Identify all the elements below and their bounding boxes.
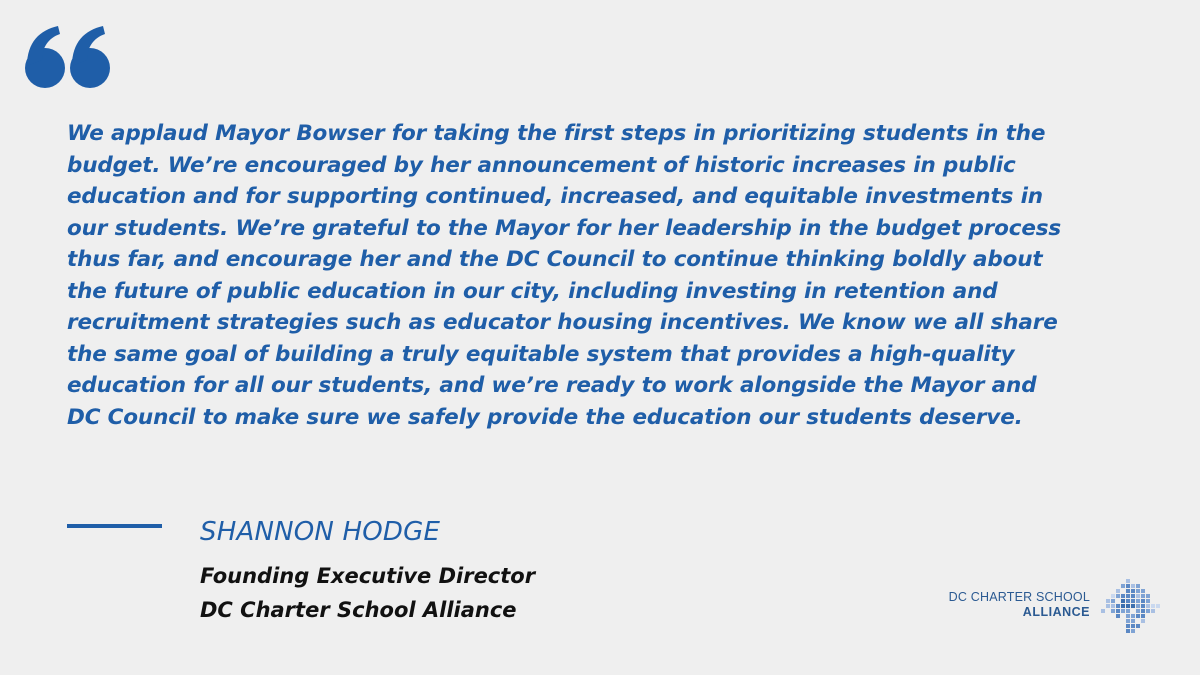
- logo-line-1: DC CHARTER SCHOOL: [948, 590, 1090, 604]
- quote-line: the same goal of building a truly equitable system that provides a high-quality: [67, 341, 1015, 367]
- quote-line: education and for supporting continued, increased, and equitable investments in: [67, 184, 1043, 209]
- dc-charter-school-alliance-logo: [948, 572, 1168, 644]
- quote-line: recruitment strategies such as educator housing incentives. We know we all share: [67, 310, 1058, 335]
- quote-line: the future of public education in our city, including investing in retention and: [67, 278, 998, 304]
- quote-text: [67, 118, 1167, 433]
- author-name: SHANNON HODGE: [200, 517, 441, 547]
- quote-line: thus far, and encourage her and the DC Council to continue thinking boldly about: [67, 247, 1043, 272]
- logo-line-2: ALLIANCE: [1022, 605, 1090, 619]
- author-title: Founding Executive Director: [200, 564, 536, 588]
- quote-line: budget. We’re encouraged by her announcement of historic increases in public: [67, 152, 1016, 178]
- quote-line: DC Council to make sure we safely provide the education our students deserve.: [67, 404, 1023, 430]
- left-double-quote-icon: [20, 18, 120, 98]
- quote-line: our students. We’re grateful to the Mayor for her leadership in the budget process: [67, 215, 1062, 241]
- author-organization: DC Charter School Alliance: [200, 598, 517, 622]
- quote-line: education for all our students, and we’re ready to work alongside the Mayor and: [67, 373, 1037, 398]
- dc-map-pixel-icon: [1096, 572, 1162, 642]
- quote-line: We applaud Mayor Bowser for taking the first steps in prioritizing students in the: [67, 121, 1046, 146]
- divider-rule: [67, 524, 162, 528]
